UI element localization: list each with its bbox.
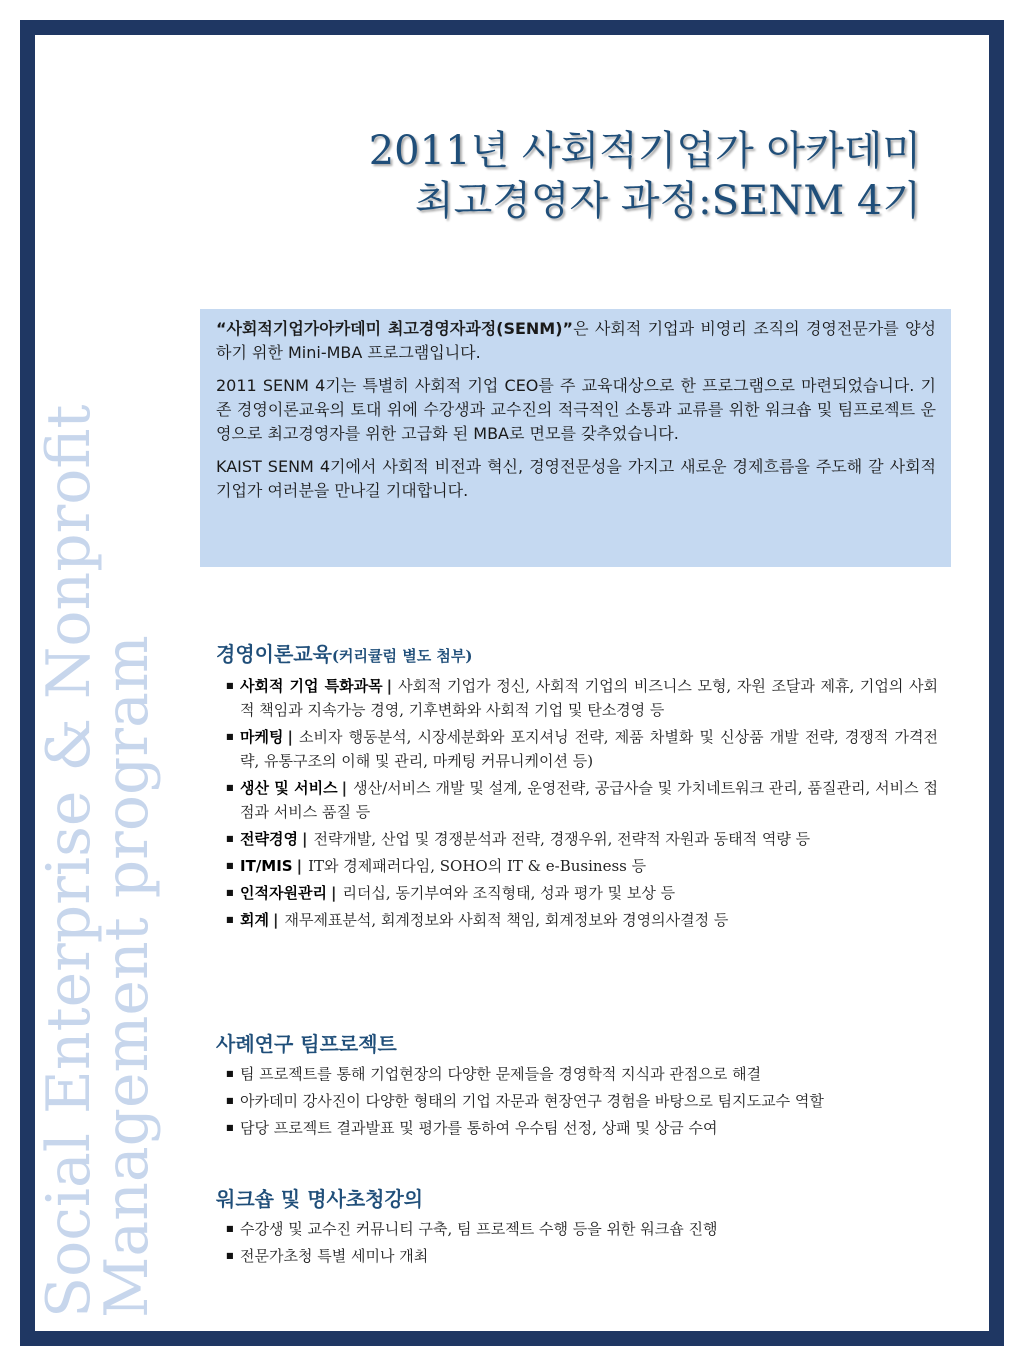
- team-project-list: [216, 1062, 938, 1140]
- curriculum-subtitle: (커리큘럼 별도 첨부): [331, 647, 473, 665]
- workshop-list: [216, 1217, 938, 1268]
- item-heading: 회계: [240, 911, 269, 929]
- vertical-title-line2: Management program: [92, 635, 162, 1318]
- team-project-section: [216, 1030, 938, 1143]
- item-text: 리더십, 동기부여와 조직형태, 성과 평가 및 보상 등: [342, 884, 676, 902]
- item-heading: 마케팅: [240, 728, 284, 746]
- item-separator: |: [301, 830, 308, 848]
- curriculum-heading: [216, 640, 938, 670]
- team-project-heading: 사례연구 팀프로젝트: [216, 1032, 397, 1056]
- page-title: [369, 126, 921, 226]
- curriculum-section: [216, 640, 938, 935]
- item-heading: 생산 및 서비스: [240, 779, 338, 797]
- curriculum-list: [216, 674, 938, 932]
- intro-paragraph-3: KAIST SENM 4기에서 사회적 비전과 혁신, 경영전문성을 가지고 새로운 경제흐름을 주도해 갈 사회적 기업가 여러분을 만나길 기대합니다.: [216, 457, 936, 500]
- item-heading: IT/MIS: [240, 857, 293, 875]
- item-separator: |: [296, 857, 303, 875]
- item-separator: |: [386, 677, 393, 695]
- team-project-item: ■ 아카데미 강사진이 다양한 형태의 기업 자문과 현장연구 경험을 바탕으로 팀지도교수 역할: [216, 1089, 938, 1113]
- curriculum-item-accounting: [216, 908, 938, 932]
- intro-box: [200, 309, 951, 567]
- item-text: IT와 경제패러다임, SOHO의 IT & e-Business 등: [308, 857, 647, 875]
- item-text: 재무제표분석, 회계정보와 사회적 책임, 회계정보와 경영의사결정 등: [284, 911, 729, 929]
- curriculum-item-marketing: [216, 725, 938, 773]
- item-text: 전략개발, 산업 및 경쟁분석과 전략, 경쟁우위, 전략적 자원과 동태적 역량 등: [313, 830, 811, 848]
- item-heading: 사회적 기업 특화과목: [240, 677, 383, 695]
- item-text: 사회적 기업가 정신, 사회적 기업의 비즈니스 모형, 자원 조달과 제휴, 기업의 사회적 책임과 지속가능 경영, 기후변화와 사회적 기업 및 탄소경영 등: [240, 677, 939, 719]
- workshop-item: ■ 전문가초청 특별 세미나 개최: [216, 1244, 938, 1268]
- curriculum-title: 경영이론교육: [216, 642, 332, 666]
- curriculum-item-strategy: [216, 827, 938, 851]
- intro-paragraph-2: 2011 SENM 4기는 특별히 사회적 기업 CEO를 주 교육대상으로 한 프로그램으로 마련되었습니다. 기존 경영이론교육의 토대 위에 수강생과 교수진의 적극적인 소통과 교류를 위한 워크숍 및 팀프로젝트 운영으로 최고경영자를 위한 고급화 된 MBA로 면모를 갖추었습니다.: [216, 376, 936, 443]
- item-separator: |: [341, 779, 348, 797]
- item-text: 소비자 행동분석, 시장세분화와 포지셔닝 전략, 제품 차별화 및 신상품 개발 전략, 경쟁적 가격전략, 유통구조의 이해 및 관리, 마케팅 커뮤니케이션 등): [240, 728, 938, 770]
- team-project-item: ■ 팀 프로젝트를 통해 기업현장의 다양한 문제들을 경영학적 지식과 관점으로 해결: [216, 1062, 938, 1086]
- curriculum-item-it-mis: [216, 854, 938, 878]
- intro-p1-text: 은 사회적 기업과 비영리 조직의 경영전문가를 양성하기 위한 Mini-MBA 프로그램입니다.: [216, 319, 937, 362]
- item-separator: |: [330, 884, 337, 902]
- curriculum-item-social-enterprise: [216, 674, 938, 722]
- workshop-section: [216, 1185, 938, 1271]
- item-heading: 전략경영: [240, 830, 298, 848]
- intro-program-name: “사회적기업가아카데미 최고경영자과정(SENM)”: [216, 319, 574, 338]
- title-line1: 2011년 사회적기업가 아카데미: [368, 128, 921, 174]
- vertical-title-line1: Social Enterprise & Nonprofit: [34, 404, 104, 1318]
- workshop-heading: 워크숍 및 명사초청강의: [216, 1187, 424, 1211]
- intro-paragraph-1: [216, 317, 936, 365]
- workshop-item: ■ 수강생 및 교수진 커뮤니티 구축, 팀 프로젝트 수행 등을 위한 워크숍 진행: [216, 1217, 938, 1241]
- item-separator: |: [272, 911, 279, 929]
- team-project-item: ■ 담당 프로젝트 결과발표 및 평가를 통하여 우수팀 선정, 상패 및 상금 수여: [216, 1116, 938, 1140]
- vertical-program-title: [34, 278, 162, 1318]
- item-heading: 인적자원관리: [240, 884, 327, 902]
- item-separator: |: [287, 728, 293, 746]
- title-line2: 최고경영자 과정:SENM 4기: [414, 178, 921, 224]
- curriculum-item-hr: [216, 881, 938, 905]
- item-text: 생산/서비스 개발 및 설계, 운영전략, 공급사슬 및 가치네트워크 관리, 품질관리, 서비스 접점과 서비스 품질 등: [240, 779, 938, 821]
- curriculum-item-operations: [216, 776, 938, 824]
